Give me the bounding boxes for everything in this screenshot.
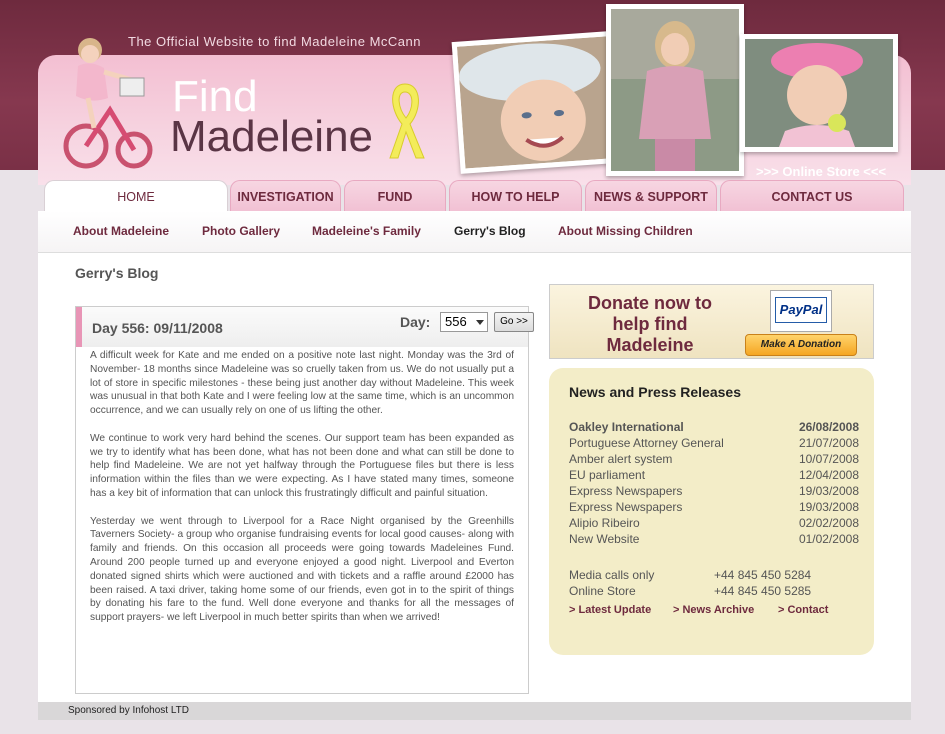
news-item[interactable] [569, 484, 859, 500]
news-item-date: 12/04/2008 [798, 468, 859, 482]
main-content [38, 211, 911, 702]
news-item-date: 10/07/2008 [798, 452, 859, 466]
blog-date-heading: Day 556: 09/11/2008 [92, 320, 223, 336]
logo-madeleine-text: Madeleine [170, 112, 374, 161]
news-item[interactable] [569, 516, 859, 532]
contact-link[interactable]: > Contact [778, 604, 829, 616]
tab-how-to-help[interactable]: HOW TO HELP [449, 180, 582, 212]
contact-label: Online Store [569, 584, 636, 598]
tab-fund[interactable]: FUND [344, 180, 446, 212]
contact-label: Media calls only [569, 568, 655, 582]
paypal-logo [770, 290, 832, 332]
news-item-title: Amber alert system [569, 452, 673, 466]
photo-madeleine-pink-hat [740, 34, 898, 152]
contact-phone: +44 845 450 5285 [714, 584, 812, 598]
news-panel [549, 368, 874, 655]
news-item-date: 19/03/2008 [798, 500, 859, 514]
make-donation-button[interactable]: Make A Donation [745, 334, 857, 356]
subnav-photo-gallery[interactable]: Photo Gallery [202, 224, 281, 238]
subnav-about-madeleine[interactable]: About Madeleine [73, 224, 170, 238]
news-item[interactable] [569, 420, 859, 436]
site-tagline: The Official Website to find Madeleine McCann [128, 34, 421, 49]
online-store-link[interactable]: >>> Online Store <<< [756, 164, 887, 179]
footer [38, 702, 911, 720]
news-title: News and Press Releases [569, 384, 741, 400]
news-item[interactable] [569, 468, 859, 484]
news-item[interactable] [569, 452, 859, 468]
subnav-madeleines-family[interactable]: Madeleine's Family [312, 224, 421, 238]
news-item-title: EU parliament [569, 468, 646, 482]
page-title: Gerry's Blog [75, 265, 159, 281]
news-item-title: Portuguese Attorney General [569, 436, 724, 450]
blog-paragraph: Yesterday we went through to Liverpool for a Race Night organised by the Greenhills Taverners Society- a group who organise fundraising events for local good causes- along with family and friends. On this occasion all proceeds were going towards Madeleines Fund. Around 200 people turned up and everyone enjoyed a good night. Liverpool and Everton donated signed shirts which were auctioned and with tickets and a raffle around £2000 has been raised. A taxi driver, taking home some of our friends, even got in to the spirit of things by donating his fare to the fund. Well done everyone and thanks for all the messages of support prayers- we left Liverpool in much better spirits than when we arrived! [90, 515, 514, 624]
go-button[interactable]: Go >> [494, 312, 534, 332]
subnav-about-missing-children[interactable]: About Missing Children [558, 224, 693, 238]
news-item-title: Express Newspapers [569, 484, 683, 498]
news-item-title: New Website [569, 532, 640, 546]
news-item-date: 02/02/2008 [798, 516, 859, 530]
tab-investigation[interactable]: INVESTIGATION [230, 180, 341, 212]
footer-sponsor-text: Sponsored by Infohost LTD [68, 705, 189, 716]
tab-contact-us[interactable]: CONTACT US [720, 180, 904, 212]
logo-find-text: Find [172, 72, 258, 121]
news-item[interactable] [569, 532, 859, 548]
news-item-title: Oakley International [569, 420, 684, 434]
blog-body [90, 349, 514, 639]
news-item-date: 19/03/2008 [798, 484, 859, 498]
blog-panel [75, 306, 529, 694]
day-select-value: 556 [445, 314, 467, 329]
subnav-gerrys-blog[interactable]: Gerry's Blog [454, 224, 526, 238]
donate-text: Donate now to help find Madeleine [588, 293, 712, 355]
main-nav [38, 180, 911, 212]
contact-phone: +44 845 450 5284 [714, 568, 812, 582]
blog-paragraph: We continue to work very hard behind the scenes. Our support team has been expanded as we try to identify what has been done, what has not been done and what can still be done to help find Madeleine. We are not yet halfway through the Portuguese files but there is less information within the files than we were expecting. As I have stated many times, someone has a key bit of information that can unlock this frustratingly difficult and painful situation. [90, 432, 514, 499]
sub-nav [38, 211, 911, 253]
news-item-date: 21/07/2008 [798, 436, 859, 450]
news-item-title: Express Newspapers [569, 500, 683, 514]
latest-update-link[interactable]: > Latest Update [569, 604, 652, 616]
blog-header [76, 307, 528, 347]
day-select[interactable] [440, 312, 488, 332]
blog-paragraph: A difficult week for Kate and me ended on a positive note last night. Monday was the 3rd of November- 18 months since Madeleine was so cruelly taken from us. We do not usually put a lot of store in specific milestones - these being just another day without Madeleine. This week was unusual in that both Kate and I were feeling low at the same time, which is an uncommon occurrence, and we can usually rely on one of us lifting the other. [90, 350, 514, 417]
yellow-ribbon-icon [384, 80, 426, 160]
news-item[interactable] [569, 436, 859, 452]
photo-madeleine-standing [606, 4, 744, 176]
tab-home[interactable]: HOME [44, 180, 228, 212]
girl-on-bike-image [60, 28, 160, 174]
news-archive-link[interactable]: > News Archive [673, 604, 755, 616]
chevron-down-icon [476, 320, 484, 325]
donate-box [549, 284, 874, 359]
news-item-title: Alipio Ribeiro [569, 516, 640, 530]
news-item-date: 26/08/2008 [798, 420, 859, 434]
news-item[interactable] [569, 500, 859, 516]
day-label: Day: [400, 314, 431, 330]
paypal-logo-text: PayPal [775, 297, 827, 323]
news-item-date: 01/02/2008 [798, 532, 859, 546]
tab-news-support[interactable]: NEWS & SUPPORT [585, 180, 717, 212]
